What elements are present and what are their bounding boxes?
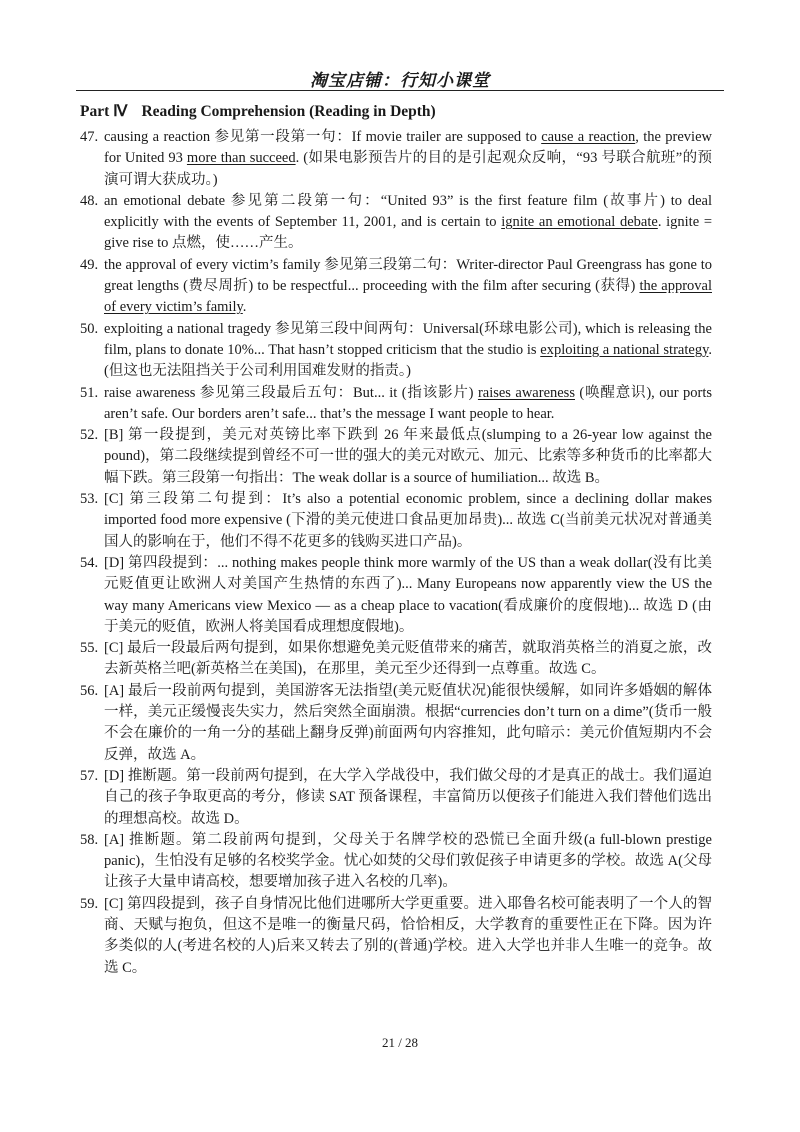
answer-item: [80, 383, 712, 426]
answer-number: 55.: [80, 640, 99, 657]
answer-text: [104, 553, 712, 638]
answer-item: [80, 425, 712, 489]
answer-number: 53.: [80, 491, 99, 508]
text-segment: , the preview for United 93: [104, 129, 712, 167]
text-segment: the approval of every victim’s family 参见第三段第二句：Writer-director Paul Greengrass has gone to great lengths (费尽周折) to be respectful... proceeding with the film after securing (获得): [104, 256, 712, 295]
answer-text: [104, 681, 712, 766]
text-segment: [C] 第四段提到，孩子自身情况比他们进哪所大学更重要。进入耶鲁名校可能表明了一个人的智商、天赋与抱负，但这不是唯一的衡量尺码，恰恰相反，大学教育的重要性正在下降。因为许多类似的人(考进名校的人)后来又转去了别的(普通)学校。进入大学也并非人生唯一的竞争。故选 C。: [104, 895, 712, 976]
answer-number: 59.: [80, 895, 99, 912]
answer-text: [104, 830, 712, 894]
text-segment: [C] 最后一段最后两句提到，如果你想避免美元贬值带来的痛苦，就取消英格兰的消夏之旅，改去新英格兰吧(新英格兰在美国)，在那里，美元至少还得到一点尊重。故选 C。: [104, 640, 712, 678]
part-number: Part Ⅳ: [80, 103, 128, 120]
answer-number: 51.: [80, 384, 99, 401]
underlined-phrase: exploiting a national strategy: [540, 341, 709, 358]
text-segment: (唤醒意识), our ports aren’t safe. Our borders aren’t safe... that’s the message I want people to hear.: [104, 384, 712, 422]
answer-text: [104, 894, 712, 979]
text-segment: [A] 最后一段前两句提到，美国游客无法指望(美元贬值状况)能很快缓解，如同许多婚姻的解体一样，美元正缓慢丧失实力，然后突然全面崩溃。根据“currencies don’t turn on a dime”(货币一般不会在廉价的一角一分的基础上翻身反弹)前面两句内容推知，此句暗示：美元价值短期内不会反弹，故选 A。: [104, 682, 712, 763]
underlined-phrase: the approval of every victim’s family: [104, 278, 712, 316]
answer-text: [104, 766, 712, 830]
answer-number: 48.: [80, 192, 99, 209]
answer-item: [80, 127, 712, 191]
underlined-phrase: raises awareness: [477, 384, 575, 401]
text-segment: . ignite = give rise to 点燃，使……产生。: [104, 214, 713, 252]
answer-number: 52.: [80, 427, 99, 444]
text-segment: .: [242, 299, 247, 316]
answer-item: [80, 489, 712, 553]
underlined-phrase: more than succeed: [186, 150, 296, 167]
answer-item: [80, 638, 712, 681]
answer-text: [104, 319, 712, 383]
answer-text: [104, 383, 712, 426]
answer-item: [80, 830, 712, 894]
shop-header: 淘宝店铺：行知小课堂: [310, 71, 490, 91]
text-segment: [A] 推断题。第二段前两句提到，父母关于名牌学校的恐慌已全面升级(a full-blown prestige panic)，生怕没有足够的名校奖学金。忧心如焚的父母们敦促孩子申请更多的学校。故选 A(父母让孩子大量申请高校，想要增加孩子进入名校的几率)。: [104, 831, 712, 891]
answer-number: 57.: [80, 767, 99, 784]
answer-number: 54.: [80, 554, 99, 571]
answer-number: 56.: [80, 682, 99, 699]
part-heading: [80, 101, 712, 123]
answer-item: [80, 319, 712, 383]
underlined-phrase: cause a reaction: [541, 129, 636, 145]
text-segment: . (但这也无法阻挡关于公司利用国难发财的指责。): [104, 341, 713, 380]
answer-text: [104, 489, 712, 553]
answer-item: [80, 766, 712, 830]
text-segment: [C] 第三段第二句提到：It’s also a potential economic problem, since a declining dollar makes imported food more expensive (下滑的美元使进口食品更加昂贵)... 故选 C(当前美元状况对普通美国人的影响在于，他们不得不花更多的钱购买进口产品)。: [104, 491, 712, 550]
answer-number: 49.: [80, 256, 99, 273]
answer-text: [104, 425, 712, 489]
header-divider: [76, 90, 724, 91]
text-segment: an emotional debate 参见第二段第一句：“United 93” is the first feature film (故事片) to deal explicitly with the events of September 11, 2001, and is certain to: [104, 192, 712, 231]
answer-item: [80, 191, 712, 255]
text-segment: [B] 第一段提到，美元对英镑比率下跌到 26 年来最低点(slumping to a 26-year low against the pound)，第二段继续提到曾经不可一世的强大的美元对欧元、加元、比索等多种货币的比率都大幅下跌。第三段第一句指出：The weak dollar is a source of humiliation... 故选 B。: [104, 427, 712, 486]
answer-item: [80, 553, 712, 638]
answer-text: [104, 127, 712, 191]
answer-number: 58.: [80, 831, 99, 848]
answer-text: [104, 638, 712, 681]
text-segment: exploiting a national tragedy 参见第三段中间两句：Universal(环球电影公司), which is releasing the film, plans to donate 10%... That hasn’t stopped criticism that the studio is: [104, 320, 712, 358]
part-title: Reading Comprehension (Reading in Depth): [141, 103, 436, 120]
answer-item: [80, 894, 712, 979]
page-number: 21 / 28: [381, 1035, 419, 1050]
answer-key-content: [80, 101, 712, 979]
text-segment: raise awareness 参见第三段最后五句：But... it (指该影片): [104, 384, 478, 401]
text-segment: causing a reaction 参见第一段第一句：If movie trailer are supposed to: [104, 129, 542, 145]
answer-text: [104, 191, 712, 255]
answer-item: [80, 681, 712, 766]
text-segment: [D] 推断题。第一段前两句提到，在大学入学战役中，我们做父母的才是真正的战士。我们逼迫自己的孩子争取更高的考分，修读 SAT 预备课程，丰富简历以便孩子们能进入我们替他们选出的理想高校。故选 D。: [104, 767, 712, 827]
answer-list: [80, 127, 712, 979]
answer-number: 50.: [80, 320, 99, 337]
answer-number: 47.: [80, 129, 99, 145]
answer-text: [104, 255, 712, 319]
answer-item: [80, 255, 712, 319]
text-segment: [D] 第四段提到：... nothing makes people think more warmly of the US than a weak dollar(没有比美元贬值更让欧洲人对美国产生热情的东西了)... Many Europeans now apparently view the US the way many Americans view Mexico — as a cheap place to vacation(看成廉价的度假地)... 故选 D (由于美元的贬值，欧洲人将美国看成理想度假地)。: [104, 554, 712, 635]
underlined-phrase: ignite an emotional debate: [501, 214, 658, 231]
text-segment: . (如果电影预告片的目的是引起观众反响，“93 号联合航班”的预演可谓大获成功。): [104, 150, 712, 188]
